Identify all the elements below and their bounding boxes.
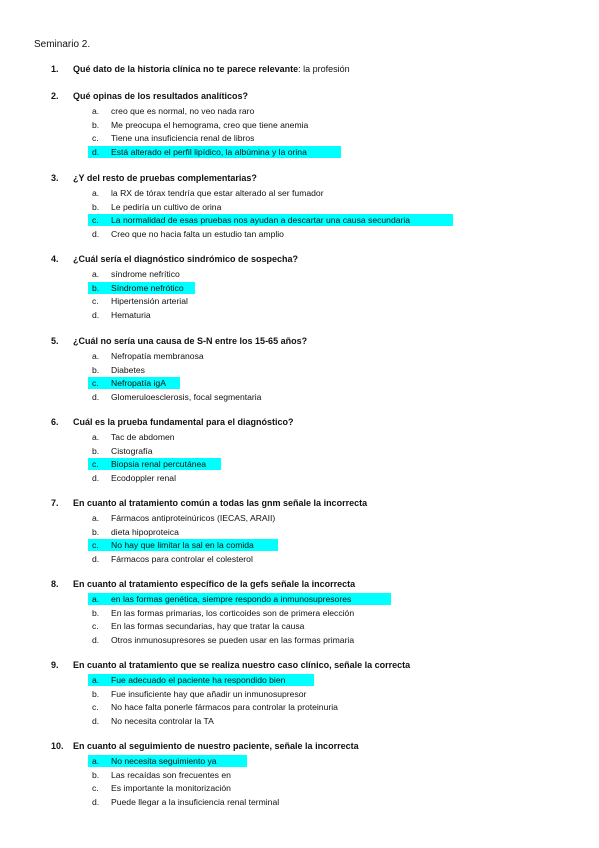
option-text: Diabetes [111, 364, 145, 375]
question-text [73, 498, 367, 508]
question-number: 2. [51, 91, 59, 101]
question-number: 5. [51, 336, 59, 346]
option-letter: a. [92, 106, 100, 116]
question-text [73, 660, 410, 670]
option-letter: a. [92, 756, 100, 766]
option-letter: c. [92, 378, 99, 389]
option-text: En las formas primarias, los corticoides son de primera elección [111, 607, 355, 618]
option-text: en las formas genética, siempre respondo a inmunosupresores [111, 594, 352, 604]
option-text: la RX de tórax tendría que estar alterado al ser fumador [111, 188, 324, 198]
option-letter: d. [92, 796, 100, 807]
option-letter: c. [92, 702, 99, 713]
option-letter: d. [92, 715, 100, 726]
option-letter: c. [92, 540, 99, 551]
option-letter: b. [92, 201, 100, 212]
option-text: Síndrome nefrótico [111, 282, 184, 293]
question-text-bold: ¿Y del resto de pruebas complementarias? [73, 173, 257, 183]
option-letter: b. [92, 364, 100, 375]
option-text: Fármacos para controlar el colesterol [111, 553, 253, 564]
option-text: Hematuria [111, 309, 151, 320]
option-text: Biopsia renal percutánea [111, 459, 207, 470]
option-text: No hay que limitar la sal en la comida [111, 540, 254, 551]
option-text: Es importante la monitorización [111, 783, 231, 794]
question-number: 7. [51, 498, 59, 508]
option-text: Fue adecuado el paciente ha respondido bien [111, 675, 286, 685]
option-text: creo que es normal, no veo nada raro [111, 106, 255, 116]
question-text [73, 64, 350, 74]
option-text: Le pediría un cultivo de orina [111, 201, 222, 212]
option-letter: a. [92, 513, 100, 523]
option-letter: a. [92, 675, 100, 685]
option-letter: a. [92, 188, 100, 198]
question-text-bold: En cuanto al tratamiento que se realiza nuestro caso clínico, señale la correcta [73, 660, 411, 670]
document-title: Seminario 2. [34, 39, 91, 50]
option-text: Cistografía [111, 445, 153, 456]
option-text: síndrome nefrítico [111, 269, 180, 279]
option-letter: c. [92, 133, 99, 144]
option-text: No necesita seguimiento ya [111, 756, 217, 766]
option-text: No necesita controlar la TA [111, 715, 214, 726]
question-text-bold: ¿Cuál no sería una causa de S-N entre los 15-65 años? [73, 336, 308, 346]
question-number: 8. [51, 579, 59, 589]
option-letter: b. [92, 607, 100, 618]
option-letter: a. [92, 594, 100, 604]
option-text: Está alterado el perfil lipídico, la albúmina y la orina [111, 146, 307, 157]
question-text-bold: En cuanto al seguimiento de nuestro paciente, señale la incorrecta [73, 741, 359, 751]
option-letter: a. [92, 269, 100, 279]
option-letter: d. [92, 391, 100, 402]
option-letter: c. [92, 459, 99, 470]
option-letter: d. [92, 309, 100, 320]
option-text: Fue insuficiente hay que añadir un inmunosupresor [111, 688, 307, 699]
question-number: 1. [51, 64, 59, 74]
option-letter: d. [92, 634, 100, 645]
question-text [73, 336, 307, 346]
question-text [73, 173, 257, 183]
question-number: 3. [51, 173, 59, 183]
option-letter: b. [92, 769, 100, 780]
question-number: 4. [51, 254, 59, 264]
option-letter: b. [92, 526, 100, 537]
option-text: Ecodoppler renal [111, 472, 176, 483]
option-letter: d. [92, 146, 100, 157]
option-text: Hipertensión arterial [111, 296, 188, 307]
option-letter: c. [92, 783, 99, 794]
question-text [73, 417, 294, 427]
option-text: Creo que no hacia falta un estudio tan amplio [111, 228, 284, 239]
question-text-bold: Qué dato de la historia clínica no te parece relevante [73, 64, 299, 74]
question-number: 9. [51, 660, 59, 670]
option-letter: a. [92, 351, 100, 361]
question-number: 10. [51, 741, 64, 751]
question-text-bold: ¿Cuál sería el diagnóstico sindrómico de sospecha? [73, 254, 299, 264]
option-letter: a. [92, 432, 100, 442]
option-letter: c. [92, 296, 99, 307]
question-text-bold: Cuál es la prueba fundamental para el diagnóstico? [73, 417, 294, 427]
question-text-bold: Qué opinas de los resultados analíticos? [73, 91, 249, 101]
option-text: Fármacos antiproteinúricos (IECAS, ARAII) [111, 513, 276, 523]
question-text-bold: En cuanto al tratamiento común a todas las gnm señale la incorrecta [73, 498, 368, 508]
option-letter: b. [92, 688, 100, 699]
option-text: La normalidad de esas pruebas nos ayudan a descartar una causa secundaria [111, 215, 411, 226]
option-letter: b. [92, 445, 100, 456]
question-text-bold: En cuanto al tratamiento específico de la gefs señale la incorrecta [73, 579, 356, 589]
question-answer-inline: : la profesión [298, 64, 350, 74]
option-text: Las recaídas son frecuentes en [111, 769, 231, 780]
option-letter: d. [92, 553, 100, 564]
option-letter: d. [92, 472, 100, 483]
option-letter: c. [92, 621, 99, 632]
option-text: Puede llegar a la insuficiencia renal terminal [111, 796, 280, 807]
option-letter: c. [92, 215, 99, 226]
option-text: Glomeruloesclerosis, focal segmentaria [111, 391, 262, 402]
question-number: 6. [51, 417, 59, 427]
option-text: Nefropatía igA [111, 378, 166, 389]
option-text: Tac de abdomen [111, 432, 175, 442]
option-letter: b. [92, 119, 100, 130]
option-text: dieta hipoproteica [111, 526, 179, 537]
option-text: No hace falta ponerle fármacos para controlar la proteinuria [111, 702, 338, 713]
option-text: Otros inmunosupresores se pueden usar en las formas primaria [111, 634, 355, 645]
question-text [73, 741, 359, 751]
question-text [73, 579, 355, 589]
option-text: En las formas secundarias, hay que tratar la causa [111, 621, 305, 632]
question-text [73, 254, 298, 264]
option-text: Me preocupa el hemograma, creo que tiene anemia [111, 119, 309, 130]
question-text [73, 91, 248, 101]
option-text: Tiene una insuficiencia renal de libros [111, 133, 255, 144]
option-text: Nefropatía membranosa [111, 351, 204, 361]
option-letter: d. [92, 228, 100, 239]
option-letter: b. [92, 282, 100, 293]
